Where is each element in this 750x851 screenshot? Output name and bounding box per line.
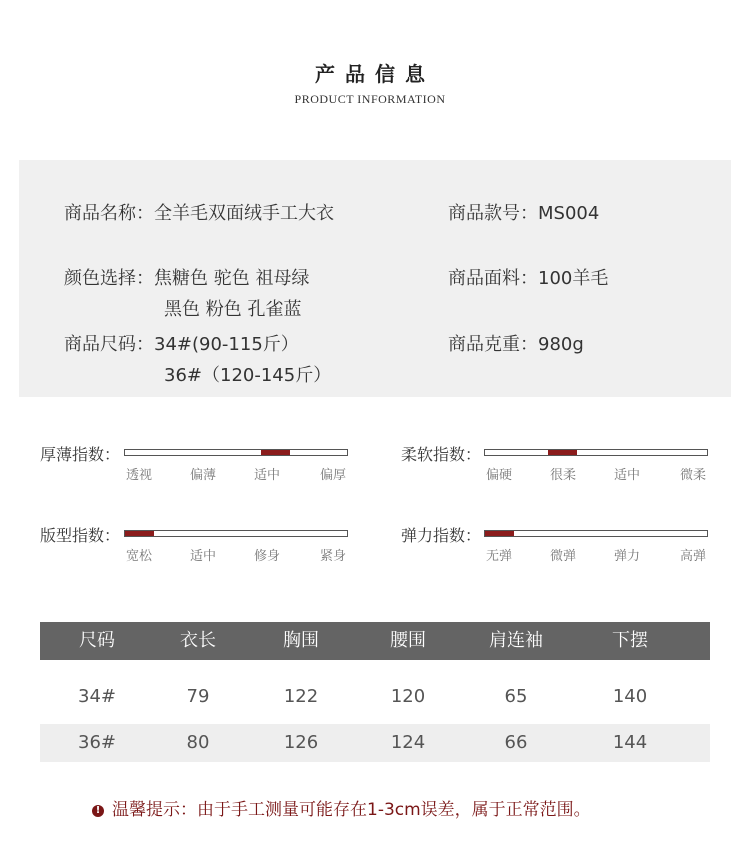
meter-tick: 偏薄 [189, 468, 217, 483]
elasticity-meter-track [484, 530, 708, 537]
product-colors-line2: 黑色 粉色 孔雀蓝 [164, 299, 302, 320]
product-size-line1: 34#(90-115斤） [154, 334, 299, 355]
product-colors [64, 264, 309, 294]
product-size-label: 商品尺码： [64, 334, 154, 355]
table-cell: 79 [186, 686, 210, 707]
fit-meter-label: 版型指数： [40, 526, 121, 545]
product-weight-label: 商品克重： [448, 334, 538, 355]
product-name-label: 商品名称： [64, 203, 154, 224]
meter-tick: 微柔 [679, 468, 707, 483]
product-code-value: MS004 [538, 203, 600, 224]
table-row [40, 724, 710, 762]
size-table-header-cell: 尺码 [79, 630, 115, 651]
product-weight [448, 330, 584, 360]
elasticity-meter-label: 弹力指数： [401, 526, 482, 545]
table-cell: 65 [504, 686, 528, 707]
table-cell: 124 [390, 732, 426, 753]
table-cell: 80 [186, 732, 210, 753]
product-colors-label: 颜色选择： [64, 268, 154, 289]
elasticity-meter-fill [485, 531, 514, 536]
product-size [64, 330, 299, 360]
product-fabric-value: 100羊毛 [538, 268, 609, 289]
product-weight-value: 980g [538, 334, 584, 355]
meter-tick: 高弹 [679, 549, 707, 564]
meter-tick: 透视 [125, 468, 153, 483]
product-info-panel [19, 160, 731, 397]
thickness-meter-fill [261, 450, 290, 455]
product-name-value: 全羊毛双面绒手工大衣 [154, 203, 334, 224]
meter-tick: 无弹 [485, 549, 513, 564]
table-cell: 34# [78, 686, 116, 707]
meter-tick: 微弹 [549, 549, 577, 564]
thickness-meter-track [124, 449, 348, 456]
meter-tick: 宽松 [125, 549, 153, 564]
size-table-header-cell: 胸围 [283, 630, 319, 651]
table-cell: 36# [78, 732, 116, 753]
section-title: 产品信息 [315, 62, 435, 86]
product-fabric [448, 264, 608, 294]
product-fabric-label: 商品面料： [448, 268, 538, 289]
meter-tick: 紧身 [319, 549, 347, 564]
product-colors-line1: 焦糖色 驼色 祖母绿 [154, 268, 310, 289]
size-table-header [40, 622, 710, 660]
meter-tick: 适中 [253, 468, 281, 483]
size-table-header-cell: 衣长 [180, 630, 216, 651]
product-code [448, 199, 599, 229]
thickness-meter-label: 厚薄指数： [40, 445, 121, 464]
table-cell: 140 [612, 686, 648, 707]
exclamation-icon: ! [92, 805, 104, 817]
fit-meter-track [124, 530, 348, 537]
measurement-notice [92, 795, 591, 820]
table-cell: 144 [612, 732, 648, 753]
table-cell: 66 [504, 732, 528, 753]
meter-tick: 适中 [613, 468, 641, 483]
meter-tick: 适中 [189, 549, 217, 564]
table-cell: 126 [283, 732, 319, 753]
softness-meter-label: 柔软指数： [401, 445, 482, 464]
meter-tick: 偏硬 [485, 468, 513, 483]
meter-tick: 修身 [253, 549, 281, 564]
meter-tick: 偏厚 [319, 468, 347, 483]
softness-meter-fill [548, 450, 577, 455]
product-size-line2: 36#（120-145斤） [164, 365, 332, 386]
product-name [64, 199, 334, 229]
meter-tick: 弹力 [613, 549, 641, 564]
product-code-label: 商品款号： [448, 203, 538, 224]
size-table-header-cell: 肩连袖 [489, 630, 543, 651]
size-table-header-cell: 腰围 [390, 630, 426, 651]
size-table [40, 622, 710, 753]
table-cell: 122 [283, 686, 319, 707]
size-table-header-cell: 下摆 [612, 630, 648, 651]
notice-text: 温馨提示：由于手工测量可能存在1-3cm误差，属于正常范围。 [112, 800, 591, 820]
section-subtitle: PRODUCT INFORMATION [294, 92, 446, 106]
fit-meter-fill [125, 531, 154, 536]
meter-tick: 很柔 [549, 468, 577, 483]
table-row [40, 678, 710, 716]
table-cell: 120 [390, 686, 426, 707]
softness-meter-track [484, 449, 708, 456]
